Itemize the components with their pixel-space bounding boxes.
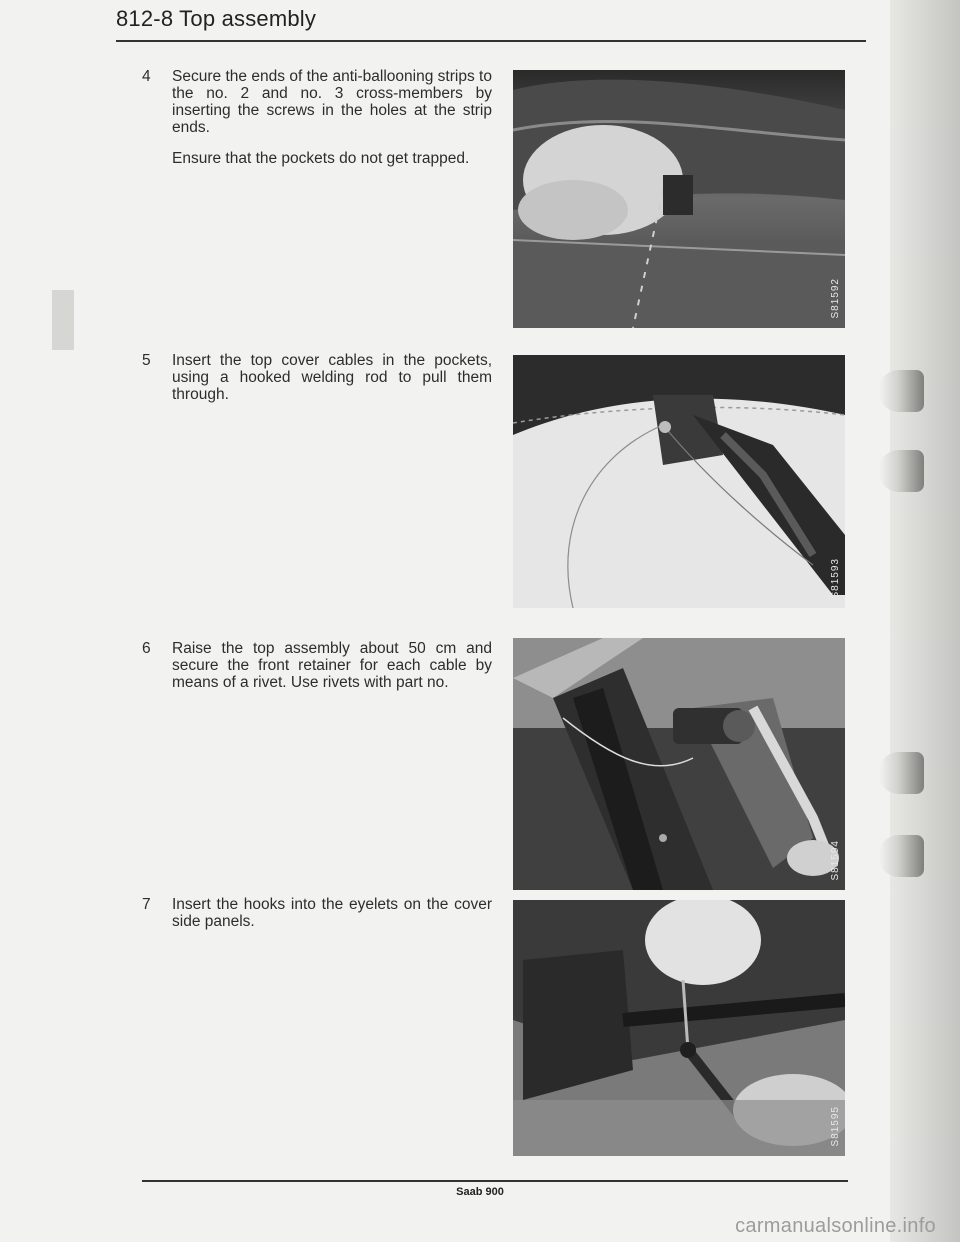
photo-code: S81592: [830, 277, 841, 318]
photo-retainer-rivet: [513, 638, 845, 890]
binder-ring-icon: [878, 835, 924, 877]
footer-rule: [142, 1180, 848, 1182]
page-title: 812-8 Top assembly: [116, 6, 317, 31]
photo-code: S81595: [830, 1105, 841, 1146]
page-edge: [890, 0, 960, 1242]
step-number: 6: [142, 640, 151, 657]
step-number: 5: [142, 352, 151, 369]
step-6: [142, 640, 492, 705]
header-rule: [116, 40, 866, 42]
page-shadow: [52, 290, 74, 350]
step-text: Insert the hooks into the eyelets on the cover side panels.: [172, 896, 492, 930]
step-text: Secure the ends of the anti-ballooning strips to the no. 2 and no. 3 cross-members by inserting the screws in the holes at the strip ends.: [172, 68, 492, 136]
step-text: Ensure that the pockets do not get trapped.: [172, 150, 470, 167]
step-7: [142, 896, 492, 944]
step-4: [142, 68, 492, 181]
footer-text: Saab 900: [456, 1186, 504, 1198]
step-text: Raise the top assembly about 50 cm and secure the front retainer for each cable by means of a rivet. Use rivets with part no.: [172, 640, 492, 691]
binder-ring-icon: [878, 752, 924, 794]
photo-cable-pocket: [513, 355, 845, 608]
step-5: [142, 352, 492, 417]
binder-ring-icon: [878, 370, 924, 412]
photo-code: S81594: [830, 839, 841, 880]
step-number: 7: [142, 896, 151, 913]
photo-code: S81593: [830, 557, 841, 598]
page-header: [116, 6, 866, 32]
binder-ring-icon: [878, 450, 924, 492]
photo-hooks-eyelets: [513, 900, 845, 1156]
step-text: Insert the top cover cables in the pockets, using a hooked welding rod to pull them through.: [172, 352, 492, 403]
step-number: 4: [142, 68, 151, 85]
watermark: carmanualsonline.info: [735, 1215, 936, 1237]
photo-pocket-screw: [513, 70, 845, 328]
